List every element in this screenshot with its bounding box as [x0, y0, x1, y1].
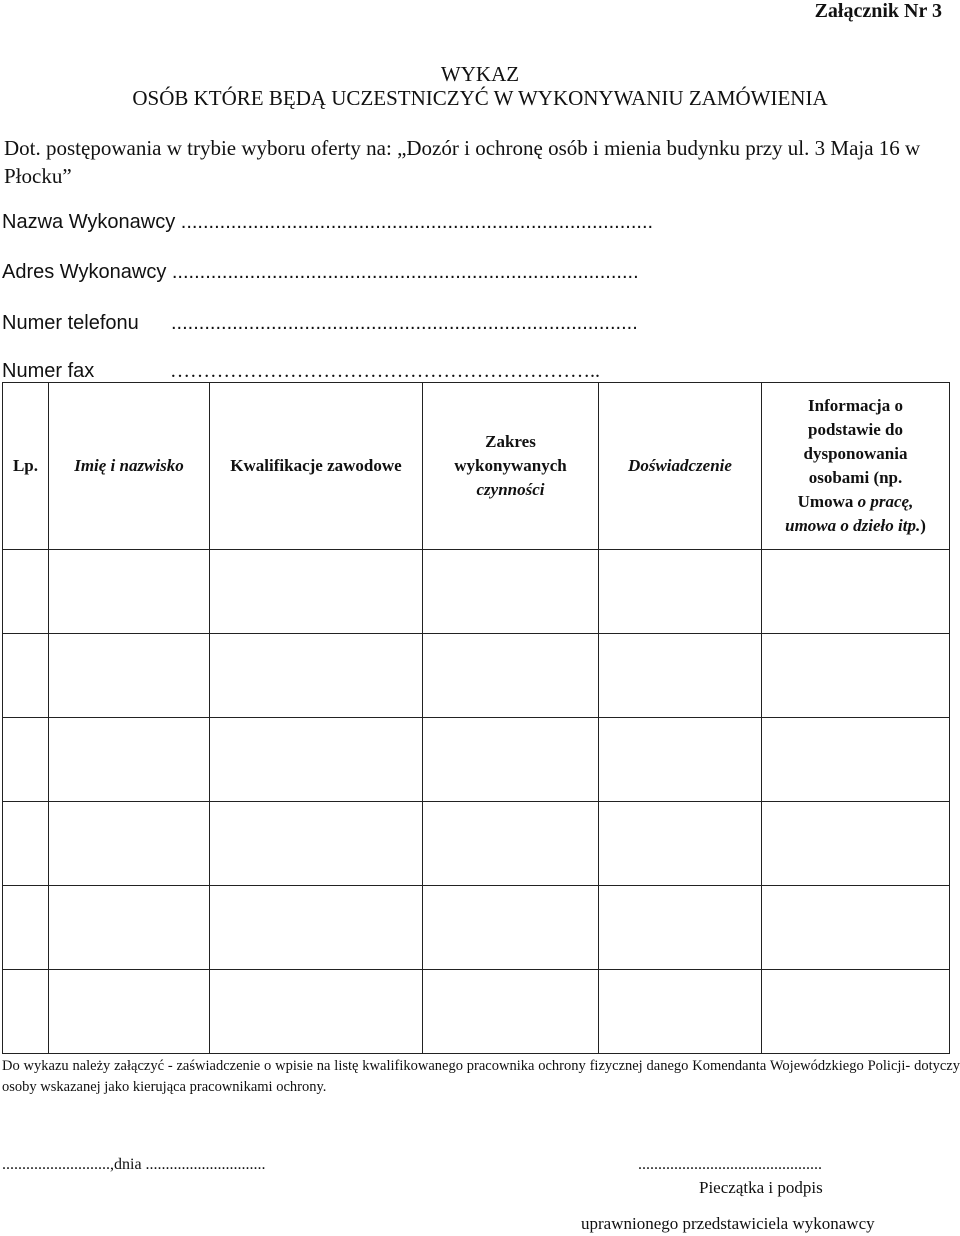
signature-label-representative: uprawnionego przedstawiciela wykonawcy	[581, 1214, 875, 1233]
table-cell[interactable]	[423, 970, 599, 1054]
table-row	[3, 718, 950, 802]
table-cell[interactable]	[49, 550, 210, 634]
header-scope-line1: Zakres	[485, 432, 536, 451]
table-cell[interactable]	[423, 802, 599, 886]
header-name: Imię i nazwisko	[49, 383, 210, 550]
table-cell[interactable]	[3, 802, 49, 886]
table-cell[interactable]	[49, 970, 210, 1054]
table-row	[3, 802, 950, 886]
header-lp: Lp.	[3, 383, 49, 550]
header-info-line3: dysponowania	[803, 444, 908, 463]
header-info-line6	[762, 514, 949, 538]
table-cell[interactable]	[762, 550, 950, 634]
table-cell[interactable]	[599, 886, 762, 970]
annex-label: Załącznik Nr 3	[814, 0, 942, 22]
table-row	[3, 634, 950, 718]
header-info-line5a: Umowa	[797, 492, 858, 511]
table-cell[interactable]	[49, 886, 210, 970]
table-cell[interactable]	[762, 634, 950, 718]
table-cell[interactable]	[599, 970, 762, 1054]
table-cell[interactable]	[423, 634, 599, 718]
header-experience: Doświadczenie	[599, 383, 762, 550]
signature-label-stamp: Pieczątka i podpis	[699, 1178, 823, 1197]
header-disposal-basis	[762, 383, 950, 550]
table-cell[interactable]	[210, 970, 423, 1054]
procurement-subject: Dot. postępowania w trybie wyboru oferty na: „Dozór i ochronę osób i mienia budynku przy ul. 3 Maja 16 w Płocku”	[4, 136, 921, 188]
signature-line[interactable]: ..............................................	[638, 1156, 822, 1173]
header-info-line2: podstawie do	[808, 420, 903, 439]
table-cell[interactable]	[210, 718, 423, 802]
header-info-line5	[762, 490, 949, 514]
table-cell[interactable]	[210, 802, 423, 886]
table-cell[interactable]	[423, 718, 599, 802]
table-row	[3, 886, 950, 970]
phone-label: Numer telefonu	[2, 312, 139, 334]
header-scope-line3: czynności	[476, 480, 545, 499]
table-cell[interactable]	[599, 718, 762, 802]
attachment-note: Do wykazu należy załączyć - zaświadczenie o wpisie na listę kwalifikowanego pracownika ochrony fizycznej danego Komendanta Wojewódzkiego Policji- dotyczy osoby wskazanej jako kierująca pracownikami ochrony.	[2, 1058, 960, 1095]
date-line[interactable]: ...........................,dnia ..............................	[2, 1156, 266, 1173]
table-header-row	[3, 383, 950, 550]
table-cell[interactable]	[3, 550, 49, 634]
table-cell[interactable]	[49, 634, 210, 718]
table-cell[interactable]	[762, 802, 950, 886]
table-cell[interactable]	[3, 886, 49, 970]
table-cell[interactable]	[210, 550, 423, 634]
fax-field[interactable]: ………………………………………………………..	[170, 360, 600, 382]
fax-label: Numer fax	[2, 360, 95, 382]
table-cell[interactable]	[423, 886, 599, 970]
table-cell[interactable]	[423, 550, 599, 634]
table-cell[interactable]	[762, 886, 950, 970]
table-cell[interactable]	[3, 970, 49, 1054]
table-cell[interactable]	[49, 718, 210, 802]
table-cell[interactable]	[210, 634, 423, 718]
phone-field[interactable]: ....................................................................................	[171, 312, 638, 334]
table-cell[interactable]	[599, 634, 762, 718]
header-scope	[423, 383, 599, 550]
contractor-name-field[interactable]: Nazwa Wykonawcy .....................................................................................	[2, 211, 654, 233]
persons-table	[2, 382, 950, 1054]
table-cell[interactable]	[599, 550, 762, 634]
header-qualifications: Kwalifikacje zawodowe	[210, 383, 423, 550]
table-cell[interactable]	[762, 718, 950, 802]
table-cell[interactable]	[599, 802, 762, 886]
header-info-line6a: umowa o dzieło itp.	[785, 516, 921, 535]
table-cell[interactable]	[3, 634, 49, 718]
table-cell[interactable]	[3, 718, 49, 802]
table-cell[interactable]	[762, 970, 950, 1054]
table-cell[interactable]	[49, 802, 210, 886]
document-title: WYKAZ	[440, 62, 520, 86]
document-subtitle: OSÓB KTÓRE BĘDĄ UCZESTNICZYĆ W WYKONYWANIU ZAMÓWIENIA	[132, 86, 828, 110]
header-info-line5b: o pracę,	[857, 492, 914, 511]
header-scope-line2: wykonywanych	[454, 456, 567, 475]
header-info-line6b: )	[920, 516, 926, 535]
table-row	[3, 550, 950, 634]
header-info-line4: osobami (np.	[808, 468, 903, 487]
contractor-address-field[interactable]: Adres Wykonawcy ....................................................................................	[2, 261, 639, 283]
table-cell[interactable]	[210, 886, 423, 970]
header-info-line1: Informacja o	[808, 396, 903, 415]
table-row	[3, 970, 950, 1054]
